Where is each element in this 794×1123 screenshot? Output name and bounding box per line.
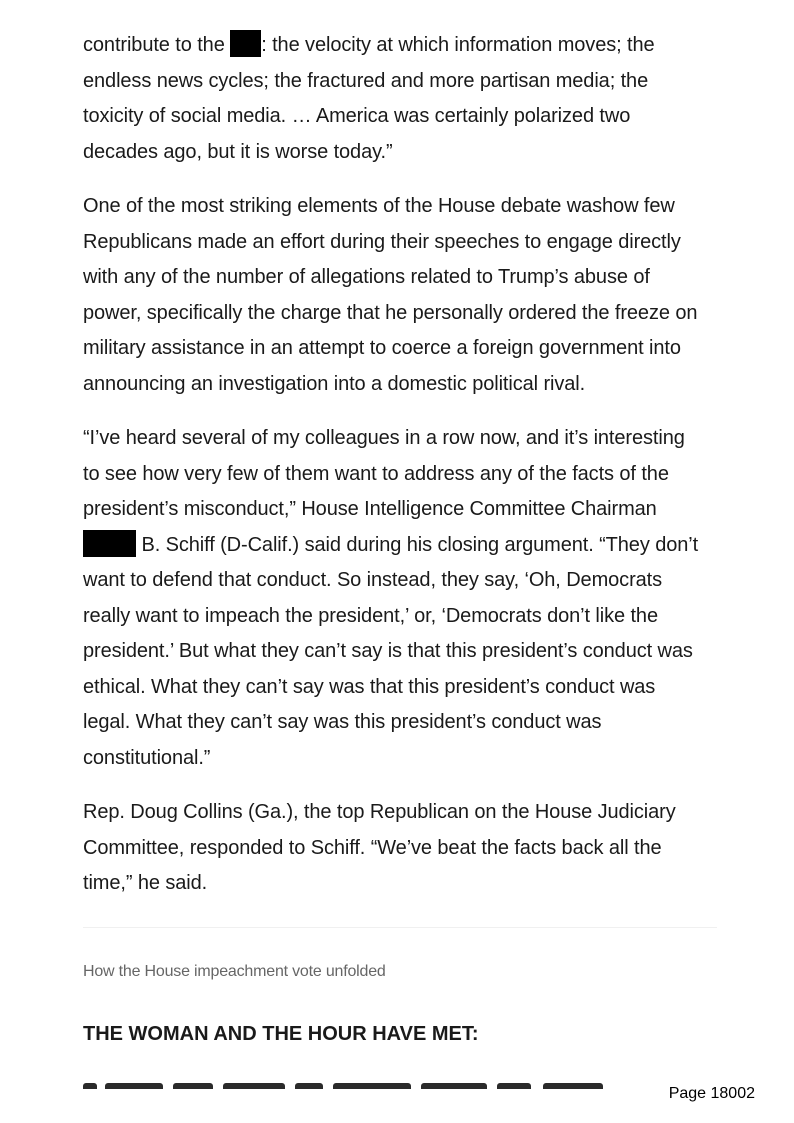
page-number: Page 18002 <box>668 1085 755 1102</box>
text-line: president’s misconduct,” House Intelligence Committee Chairman <box>83 498 657 520</box>
text-line: Rep. Doug Collins (Ga.), the top Republican on the House Judiciary <box>83 801 676 823</box>
redaction-box <box>83 530 136 557</box>
section-divider <box>83 927 717 928</box>
paragraph-4 <box>83 795 723 902</box>
text-line: decades ago, but it is worse today.” <box>83 140 393 163</box>
text-line: endless news cycles; the fractured and more partisan media; the <box>83 69 649 92</box>
paragraph-2 <box>83 189 723 402</box>
text-segment: : the velocity at which information moves; the <box>261 34 655 56</box>
text-line: power, specifically the charge that he personally ordered the freeze on <box>83 301 698 324</box>
text-line: want to defend that conduct. So instead, they say, ‘Oh, Democrats <box>83 569 663 591</box>
redaction-box <box>230 30 261 57</box>
video-caption[interactable]: How the House impeachment vote unfolded <box>83 963 386 980</box>
text-line: military assistance in an attempt to coerce a foreign government into <box>83 337 681 359</box>
text-line: president.’ But what they can’t say is that this president’s conduct was <box>83 640 693 662</box>
paragraph-3 <box>83 421 723 776</box>
text-line: time,” he said. <box>83 872 208 894</box>
text-line: One of the most striking elements of the House debate washow few <box>83 195 675 217</box>
text-line: with any of the number of allegations related to Trump’s abuse of <box>83 266 650 288</box>
cut-off-text-line <box>83 1079 623 1089</box>
text-line: constitutional.” <box>83 746 211 769</box>
text-segment: contribute to the <box>83 34 231 56</box>
text-line <box>83 28 723 64</box>
text-line: “I’ve heard several of my colleagues in a row now, and it’s interesting <box>83 427 685 449</box>
section-heading: THE WOMAN AND THE HOUR HAVE MET: <box>83 1023 479 1045</box>
text-line: legal. What they can’t say was this president’s conduct was <box>83 711 602 733</box>
text-segment: B. Schiff (D-Calif.) said during his closing argument. “They don’t <box>136 533 699 556</box>
text-line: Republicans made an effort during their speeches to engage directly <box>83 230 681 253</box>
text-line: to see how very few of them want to address any of the facts of the <box>83 462 669 485</box>
text-line: ethical. What they can’t say was that this president’s conduct was <box>83 675 656 698</box>
article-body <box>83 28 723 921</box>
text-line <box>83 528 723 564</box>
text-line: announcing an investigation into a domestic political rival. <box>83 372 586 395</box>
paragraph-1 <box>83 28 723 170</box>
text-line: toxicity of social media. … America was certainly polarized two <box>83 105 631 127</box>
text-line: really want to impeach the president,’ or, ‘Democrats don’t like the <box>83 604 658 627</box>
text-line: Committee, responded to Schiff. “We’ve beat the facts back all the <box>83 836 662 859</box>
